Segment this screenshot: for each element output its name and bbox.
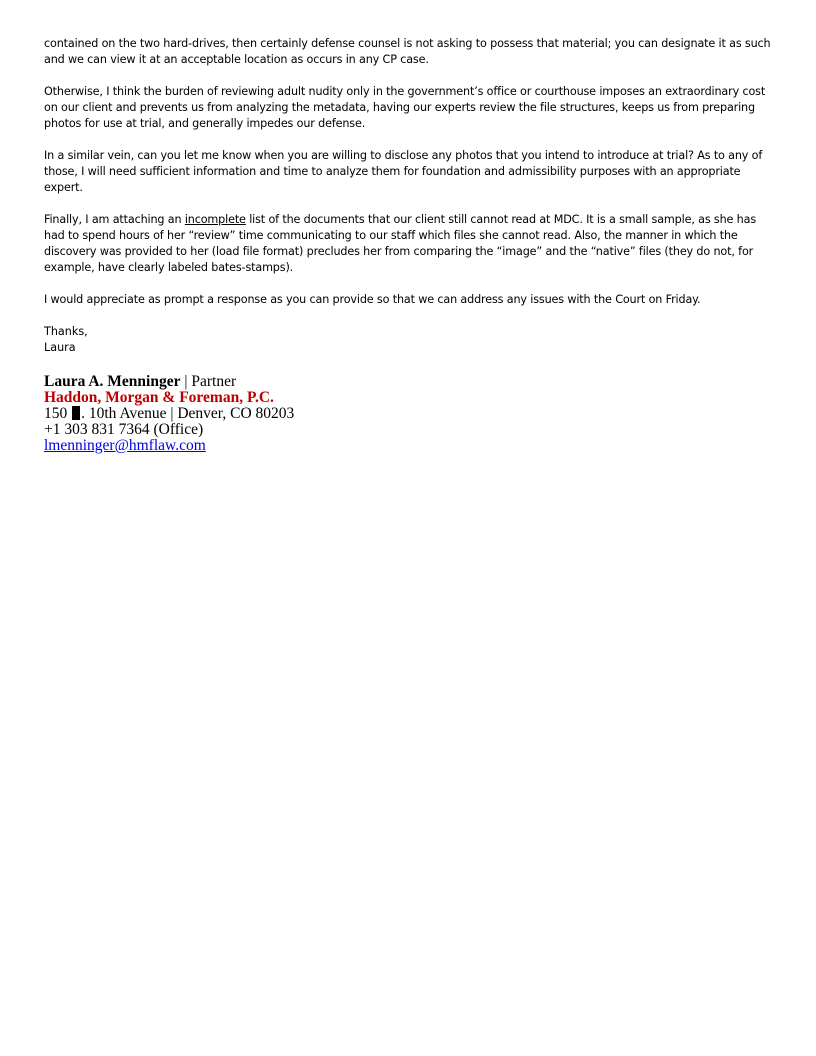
signature-phone: +1 303 831 7364 (Office) xyxy=(44,421,204,438)
paragraph-4-start: Finally, I am attaching an xyxy=(44,213,185,226)
closing xyxy=(44,324,776,356)
closing-thanks: Thanks, xyxy=(44,325,88,338)
paragraph-4 xyxy=(44,212,776,276)
paragraph-4-rest: list of the documents that our client still cannot read at MDC. It is a small sample, as she has had to spend hours of her “review” time communicating to our staff which files she cannot read. Also, the manner in which the discovery was provided to her (load file format) precludes her from comparing the “image” and the “native” files (they do not, for example, have clearly labeled bates-stamps). xyxy=(44,213,756,274)
paragraph-3: In a similar vein, can you let me know when you are willing to disclose any photos that you intend to introduce at trial? As to any of those, I will need sufficient information and time to analyze them for foundation and admissibility purposes with an appropriate expert. xyxy=(44,149,763,194)
email-signature xyxy=(44,374,776,454)
closing-name: Laura xyxy=(44,341,76,354)
paragraph-1: contained on the two hard-drives, then certainly defense counsel is not asking to possess that material; you can designate it as such and we can view it at an acceptable location as occurs in any CP case. xyxy=(44,37,771,66)
redaction-box xyxy=(72,406,80,420)
paragraph-2: Otherwise, I think the burden of reviewing adult nudity only in the government’s office or courthouse imposes an extraordinary cost on our client and prevents us from analyzing the metadata, having our experts review the file structures, keeps us from preparing photos for use at trial, and generally impedes our defense. xyxy=(44,85,766,130)
signature-name: Laura A. Menninger xyxy=(44,373,181,390)
letter-body xyxy=(44,36,776,454)
paragraph-5: I would appreciate as prompt a response as you can provide so that we can address any issues with the Court on Friday. xyxy=(44,293,701,306)
signature-name-line xyxy=(44,374,776,390)
underlined-word: incomplete xyxy=(184,213,246,226)
signature-email-line xyxy=(44,438,776,454)
address-number: 150 xyxy=(44,405,68,422)
signature-address xyxy=(44,406,776,422)
signature-title: | Partner xyxy=(180,373,237,390)
signature-firm: Haddon, Morgan & Foreman, P.C. xyxy=(44,389,274,406)
signature-email-link[interactable]: lmenninger@hmflaw.com xyxy=(44,437,206,454)
address-rest: . 10th Avenue | Denver, CO 80203 xyxy=(81,405,295,422)
